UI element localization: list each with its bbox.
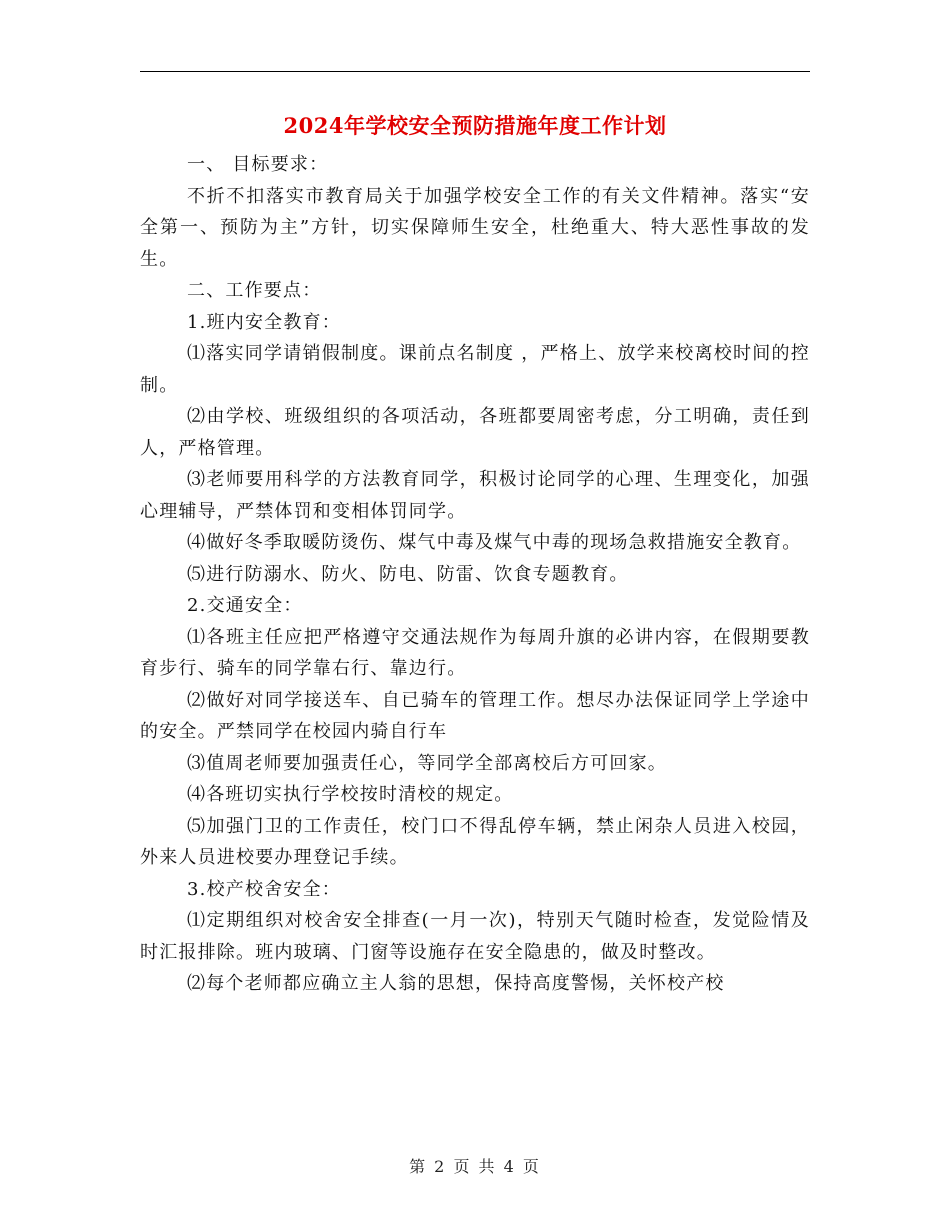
list-item: ⑴各班主任应把严格遵守交通法规作为每周升旗的必讲内容，在假期要教育步行、骑车的同学靠右行、靠边行。	[140, 626, 810, 679]
list-item: ⑸进行防溺水、防火、防电、防雷、饮食专题教育。	[187, 563, 629, 585]
subheading-traffic-safety: 2.交通安全：	[187, 595, 303, 616]
list-item: ⑵做好对同学接送车、自已骑车的管理工作。想尽办法保证同学上学途中的安全。严禁同学在校园内骑自行车	[140, 689, 810, 742]
list-item: ⑵每个老师都应确立主人翁的思想，保持高度警惕，关怀校产校	[187, 973, 725, 994]
page-number: 第 2 页 共 4 页	[409, 1157, 541, 1176]
list-item: ⑸加强门卫的工作责任，校门口不得乱停车辆，禁止闲杂人员进入校园，外来人员进校要办理登记手续。	[140, 815, 810, 868]
list-item: ⑵由学校、班级组织的各项活动，各班都要周密考虑，分工明确，责任到人，严格管理。	[140, 406, 810, 459]
subheading-class-safety: 1.班内安全教育：	[187, 311, 341, 333]
heading-work-points: 二、工作要点：	[187, 280, 322, 301]
list-item: ⑷各班切实执行学校按时清校的规定。	[187, 784, 514, 805]
document-body	[140, 149, 810, 1000]
header-rule	[140, 71, 810, 72]
list-item: ⑶值周老师要加强责任心，等同学全部离校后方可回家。	[187, 752, 667, 774]
document-title: 2024年学校安全预防措施年度工作计划	[283, 113, 667, 138]
list-item: ⑴落实同学请销假制度。课前点名制度 ，严格上、放学来校离校时间的控制。	[140, 343, 810, 396]
heading-goals: 一、 目标要求：	[187, 154, 329, 175]
subheading-property-safety: 3.校产校舍安全：	[187, 878, 341, 900]
list-item: ⑴定期组织对校舍安全排查(一月一次)，特别天气随时检查，发觉险情及时汇报排除。班内玻璃、门窗等设施存在安全隐患的，做及时整改。	[140, 910, 810, 963]
list-item: ⑶老师要用科学的方法教育同学，积极讨论同学的心理、生理变化，加强心理辅导，严禁体罚和变相体罚同学。	[140, 469, 810, 522]
list-item: ⑷做好冬季取暖防烫伤、煤气中毒及煤气中毒的现场急救措施安全教育。	[187, 532, 802, 553]
paragraph-goals-text: 不折不扣落实市教育局关于加强学校安全工作的有关文件精神。落实“安全第一、预防为主”方针，切实保障师生安全，杜绝重大、特大恶性事故的发生。	[140, 185, 810, 270]
